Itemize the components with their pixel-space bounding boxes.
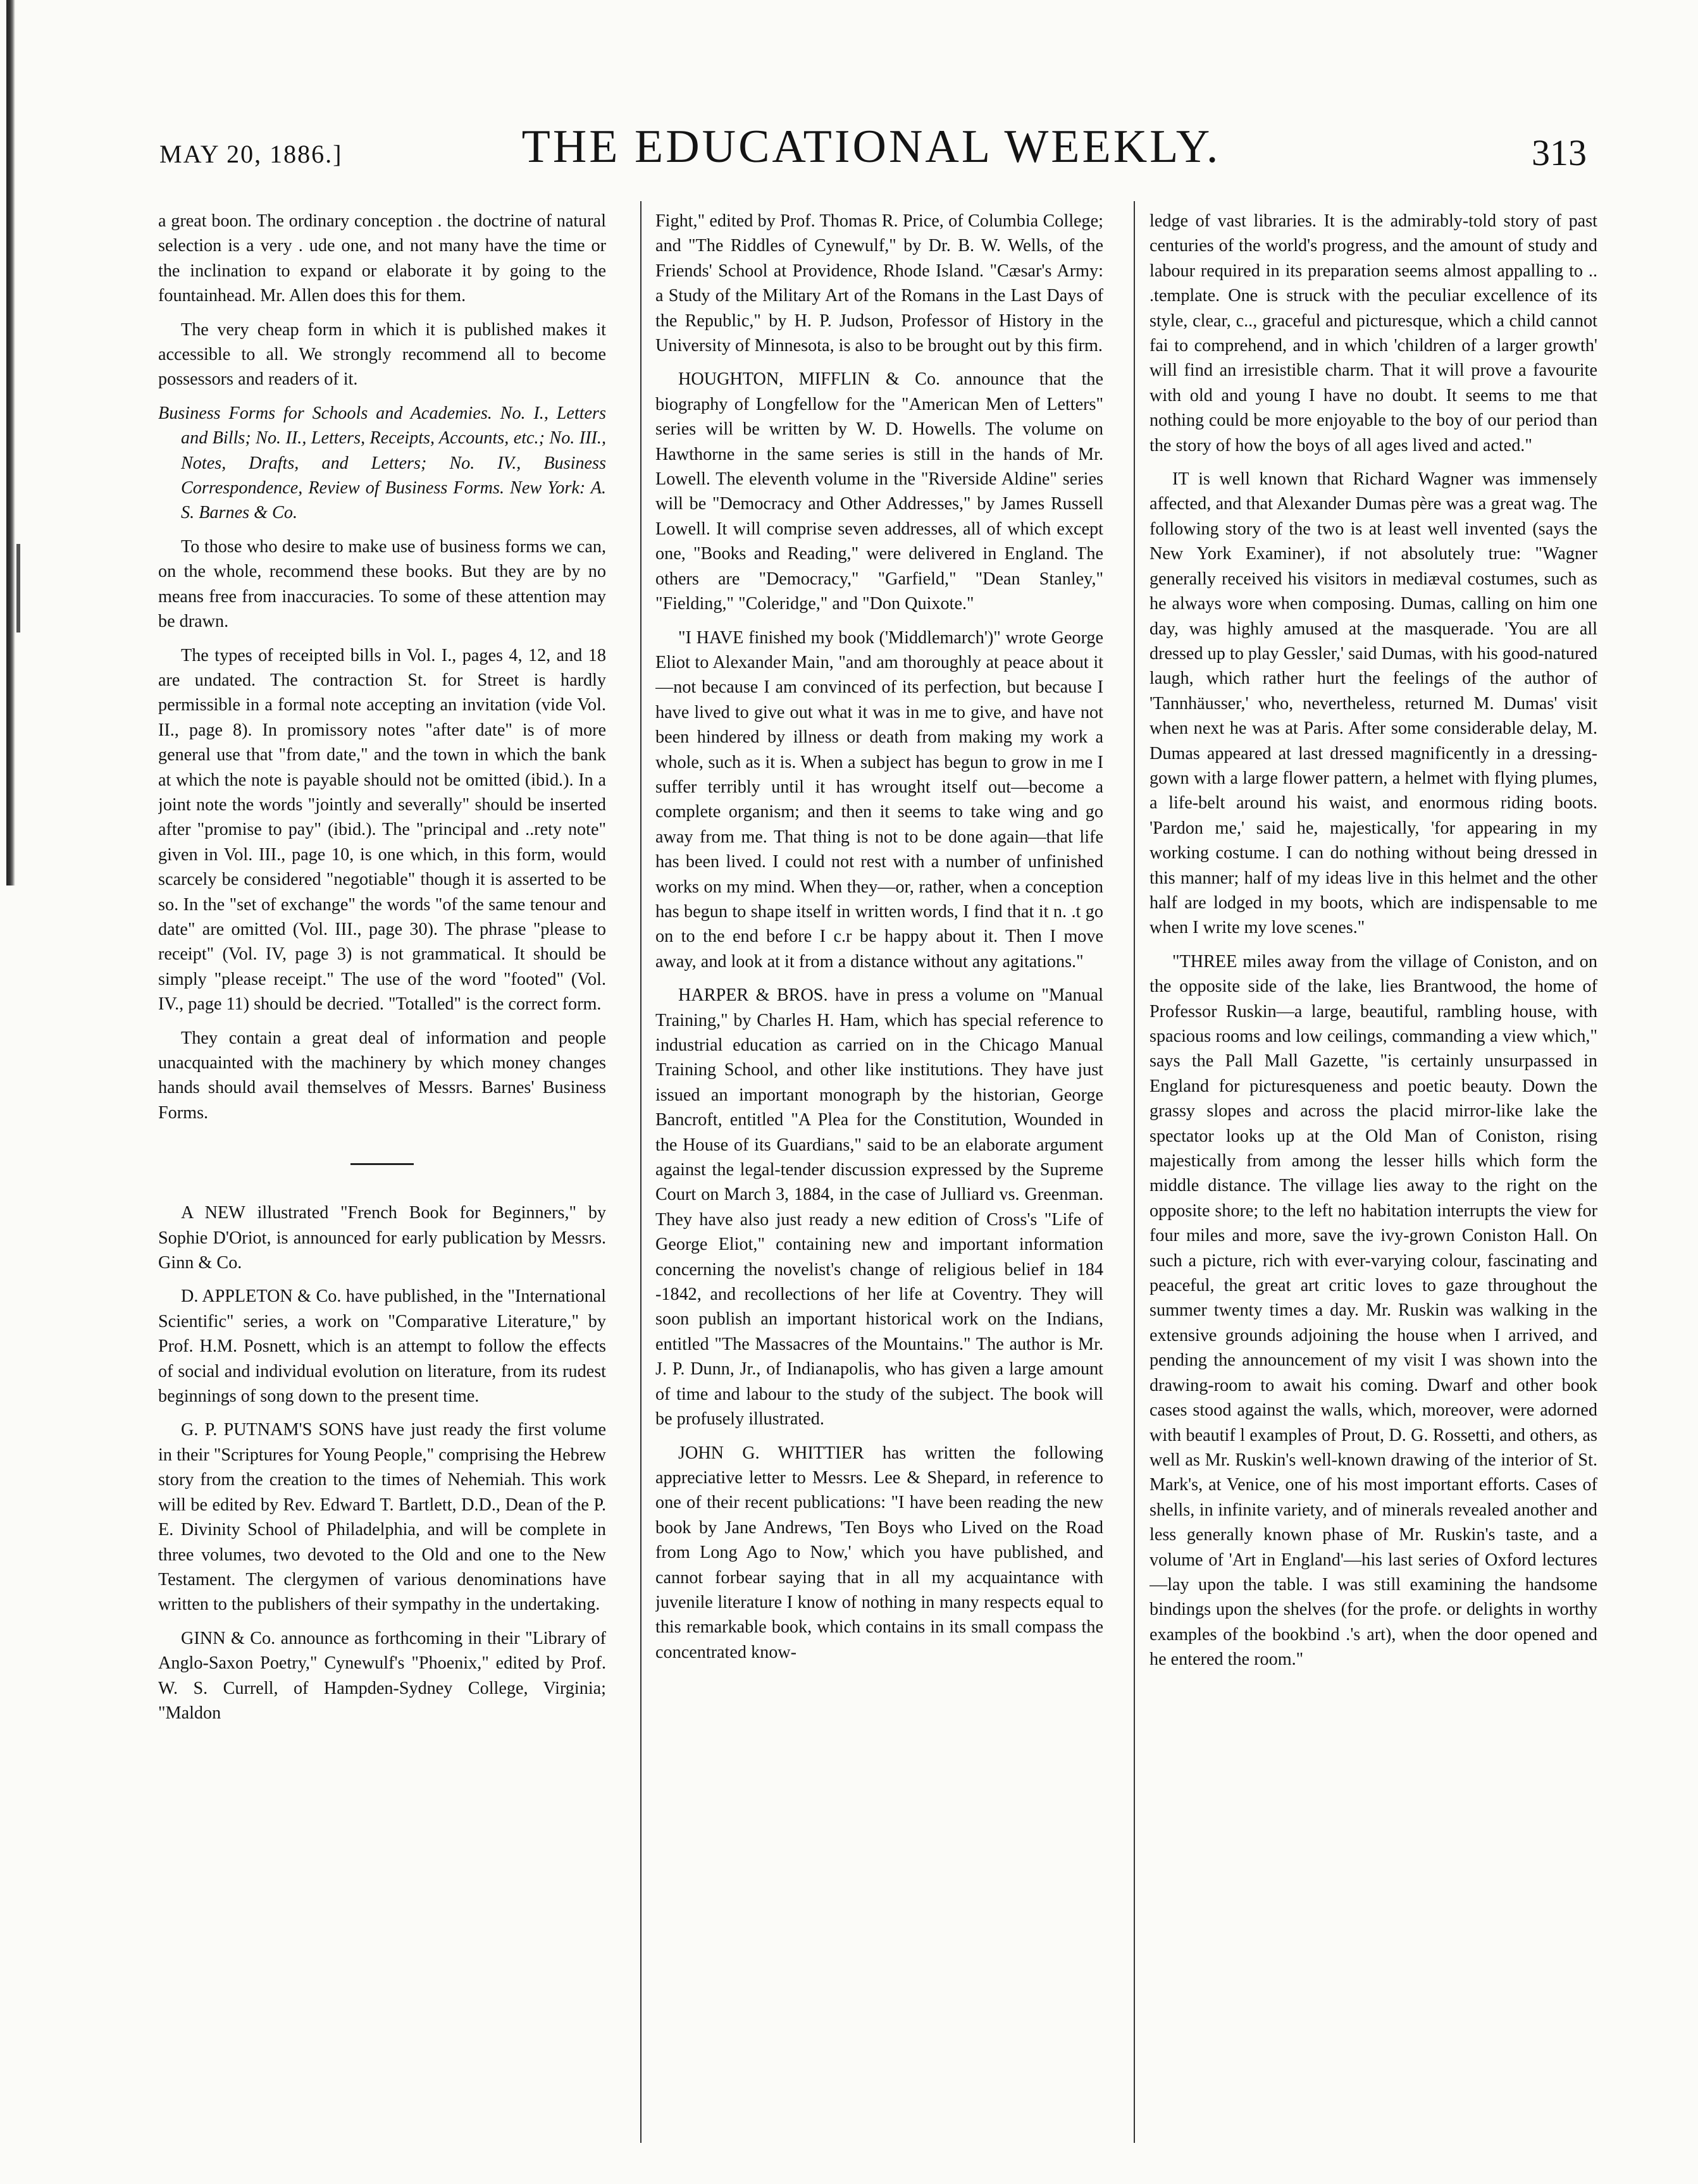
section-divider	[350, 1163, 414, 1165]
paragraph	[158, 1626, 606, 1726]
book-notice-heading: Business Forms for Schools and Academies. No. I., Letters and Bills; No. II., Letters, Receipts, Accounts, etc.; No. III., Notes, Drafts, and Letters; No. IV., Business Correspondence, Review of Business Forms. New York: A. S. Barnes & Co.	[158, 403, 606, 523]
lead-in: G. P. PUTNAM'S SONS	[181, 1420, 364, 1440]
paragraph	[1150, 467, 1597, 941]
paragraph: a great boon. The ordinary conception . the doctrine of natural selection is a very . ude one, and not many have the time or the inclination to expand or elaborate it by going to the fountainhead. Mr. Allen does this for them.	[158, 211, 606, 306]
paragraph: They contain a great deal of information and people unacquainted with the machinery by which money changes hands should avail themselves of Messrs. Barnes' Business Forms.	[158, 1028, 606, 1123]
column-1	[158, 209, 606, 2144]
paragraph: The very cheap form in which it is published makes it accessible to all. We strongly recommend all to become possessors and readers of it.	[158, 319, 606, 390]
lead-in: D. APPLETON	[181, 1286, 293, 1307]
lead-in: GINN	[181, 1628, 226, 1648]
paragraph-body: & Co. have published, in the "International Scientific" series, a work on "Comparative Literature," by Prof. H.M. Posnett, which is an attempt to follow the effects of social and individual evolution on literature, from its rudest beginnings of song down to the present time.	[158, 1286, 606, 1407]
paragraph-body: & Co. announce that the biography of Longfellow for the "American Men of Letters" series will be written by W. D. Howells. The volume on Hawthorne in the same series is still in the hands of Mr. Lowell. The eleventh volume in the "Riverside Aldine" series will be "Democracy and Other Addresses," by James Russell Lowell. It will comprise seven addresses, all of which except one, "Books and Reading," were delivered in England. The others are "Democracy," "Garfield," "Dean Stanley," "Fielding," "Coleridge," and "Don Quixote."	[655, 369, 1103, 614]
paragraph: To those who desire to make use of business forms we can, on the whole, recommend these books. But they are by no means free from inaccuracies. To some of these attention may be drawn.	[158, 536, 606, 632]
column-rule	[640, 201, 641, 2143]
lead-in: JOHN G. WHITTIER	[678, 1443, 864, 1463]
paragraph	[655, 367, 1103, 616]
paragraph	[1150, 949, 1597, 1672]
page-number: 313	[1532, 132, 1587, 173]
lead-in: "I HAVE	[678, 627, 744, 648]
publication-title: THE EDUCATIONAL WEEKLY.	[521, 121, 1221, 173]
lead-in: IT	[1172, 469, 1189, 490]
paragraph: The types of receipted bills in Vol. I., pages 4, 12, and 18 are undated. The contraction St. for Street is hardly permissible in a formal note accepting an invitation (vide Vol. II., page 8). In promissory notes "after date" is of more general use that "from date," and the town in which the bank at which the note is payable should not be omitted (ibid.). In a joint note the words "jointly and severally" should be inserted after "promise to pay" (ibid.). The "principal and ..rety note" given in Vol. III., page 10, is one which, in this form, would scarcely be considered "negotiable" though it is asserted to be so. In the "set of exchange" the words "of the same tenour and date" are omitted (Vol. III., page 30). The phrase "please to receipt" (Vol. IV, page 3) is not grammatical. It should be simply "please receipt." The use of the word "footed" (Vol. IV., page 11) should be decried. "Totalled" is the correct form.	[158, 645, 606, 1015]
paragraph	[655, 626, 1103, 975]
paragraph-body: miles away from the village of Coniston, and on the opposite side of the lake, lies Brantwood, the home of Professor Ruskin—a large, beautiful, rambling house, with spacious rooms and low ceilings, commanding a view which," says the Pall Mall Gazette, "is certainly unsurpassed in England for picturesqueness and poetic beauty. Down the grassy slopes and across the placid mirror-like lake the spectator looks up at the Old Man of Coniston, rising majestically from among the lesser hills which form the middle distance. The village lies away to the right on the opposite shore; to the left no habitation interrupts the view for four miles and more, save the ivy-grown Coniston Hall. On such a picture, rich with ever-varying colour, fascinating and peaceful, the great art critic loves to gaze throughout the summer twenty times a day. Mr. Ruskin was walking in the extensive grounds adjoining the house when I arrived, and pending the announcement of my visit I was shown into the drawing-room to await his coming. Dwarf and other book cases stood against the walls, which, moreover, were adorned with beautif l examples of Prout, D. G. Rossetti, and others, as well as Mr. Ruskin's well-known drawing of the interior of St. Mark's, at Venice, one of his most important efforts. Cases of shells, in infinite variety, and of minerals revealed another and less generally known phase of Mr. Ruskin's taste, and a volume of 'Art in England'—his last series of Oxford lectures—lay upon the table. I was still examining the handsome bindings upon the shelves (for the profe. or delights in worthy examples of the bookbind .'s art), when the door opened and he entered the room."	[1150, 951, 1597, 1670]
masthead	[147, 120, 1596, 190]
paragraph-body: is well known that Richard Wagner was immensely affected, and that Alexander Dumas père was a great wag. The following story of the two is at least well invented (says the New York Examiner), if not absolutely true: "Wagner generally received his visitors in mediæval costumes, such as he always wore when composing. Dumas, calling on him one day, was highly amused at the masquerade. 'You are all dressed up to play Gessler,' said Dumas, with his good-natured laugh, which rather hurt the feelings of the author of 'Tannhäusser,' who, nevertheless, returned M. Dumas' visit when next he was at Paris. After some considerable delay, M. Dumas appeared at last dressed magnificently in a dressing-gown with a large flower pattern, a helmet with flying plumes, a life-belt around his waist, and enormous riding boots. 'Pardon me,' said he, majestically, 'for appearing in my working costume. I can do nothing without being dressed in this manner; half of my ideas live in this helmet and the other half are lodged in my boots, which are indispensable to me when I write my love scenes."	[1150, 469, 1597, 938]
paragraph	[158, 1200, 606, 1275]
paragraph-body: have just ready the first volume in their "Scriptures for Young People," comprising the Hebrew story from the creation to the times of Nehemiah. This work will be edited by Rev. Edward T. Bartlett, D.D., Dean of the P. E. Divinity School of Philadelphia, and will be complete in three volumes, two devoted to the Old and one to the New Testament. The clergymen of various denominations have written to the publishers of their sympathy in the undertaking.	[158, 1420, 606, 1615]
binding-mark	[16, 544, 20, 632]
paragraph-body: has written the following appreciative letter to Messrs. Lee & Shepard, in reference to one of their recent publications: "I have been reading the new book by Jane Andrews, 'Ten Boys who Lived on the Road from Long Ago to Now,' which you have published, and cannot forbear saying that in all my acquaintance with juvenile literature I know of nothing in many respects equal to this remarkable book, which contains in its small compass the concentrated know-	[655, 1443, 1103, 1662]
paragraph	[158, 1284, 606, 1409]
column-rule	[1134, 201, 1135, 2143]
paragraph	[655, 1441, 1103, 1665]
paragraph	[158, 1417, 606, 1617]
column-3	[1150, 209, 1597, 2144]
lead-in: "THREE	[1172, 951, 1237, 972]
lead-in: HOUGHTON, MIFFLIN	[678, 369, 871, 390]
paragraph-body: illustrated "French Book for Beginners," by Sophie D'Oriot, is announced for early publication by Messrs. Ginn & Co.	[158, 1203, 606, 1273]
paragraph: Fight," edited by Prof. Thomas R. Price, of Columbia College; and "The Riddles of Cynewulf," by Dr. B. W. Wells, of the Friends' School at Providence, Rhode Island. "Cæsar's Army: a Study of the Military Art of the Romans in the Last Days of the Republic," by H. P. Judson, Professor of History in the University of Minnesota, is also to be brought out by this firm.	[655, 211, 1103, 356]
binding-edge	[6, 0, 15, 885]
lead-in: A NEW	[181, 1203, 245, 1223]
paragraph-body: finished my book ('Middlemarch')" wrote George Eliot to Alexander Main, "and am thoroughly at peace about it—not because I am convinced of its perfection, but because I have lived to give out what it was in me to give, and have not been hindered by illness or death from making my work a whole, such as it is. When a subject has begun to grow in me I suffer terribly until it has wrought itself out—become a complete organism; and then it seems to take wing and go away from me. That thing is not to be done again—that life has been lived. I could not rest with a number of unfinished works on my mind. When they—or, rather, when a conception has begun to shape itself in written words, I find that it n. .t go on to the end before I c.r be happy about it. Then I move away, and look at it from a distance without any agitations."	[655, 627, 1103, 972]
column-2	[655, 209, 1103, 2144]
lead-in: HARPER & BROS.	[678, 985, 828, 1006]
issue-date: MAY 20, 1886.]	[159, 140, 343, 168]
paragraph-body: have in press a volume on "Manual Training," by Charles H. Ham, which has special reference to industrial education as carried on in the Chicago Manual Training School, and other like institutions. They have just issued an important monograph by the historian, George Bancroft, entitled "A Plea for the Constitution, Wounded in the House of its Guardians," said to be an elaborate argument against the legal-tender discussion expressed by the Supreme Court on March 3, 1884, in the case of Julliard vs. Greenman. They have also just ready a new edition of Cross's "Life of George Eliot," containing new and important information concerning the novelist's change of religious belief in 184 -1842, and recollections of her life at Coventry. They will soon publish an important historical work on the Indians, entitled "The Massacres of the Mountains." The author is Mr. J. P. Dunn, Jr., of Indianapolis, who has given a large amount of time and labour to the study of the subject. The book will be profusely illustrated.	[655, 985, 1103, 1429]
paragraph	[655, 983, 1103, 1431]
paragraph-body: & Co. announce as forthcoming in their "Library of Anglo-Saxon Poetry," Cynewulf's "Phoenix," edited by Prof. W. S. Currell, of Hampden-Sydney College, Virginia; "Maldon	[158, 1628, 606, 1723]
paragraph: ledge of vast libraries. It is the admirably-told story of past centuries of the world's progress, and the amount of study and labour required in its preparation seems almost appalling to .. .template. One is struck with the peculiar excellence of its style, clear, c.., graceful and picturesque, which a child cannot fai to comprehend, and in which 'children of a larger growth' will find an irresistible charm. That it will prove a favourite with old and young I have no doubt. It seems to me that nothing could be more enjoyable to the boy of our period than the story of how the boys of all ages lived and acted."	[1150, 211, 1597, 455]
